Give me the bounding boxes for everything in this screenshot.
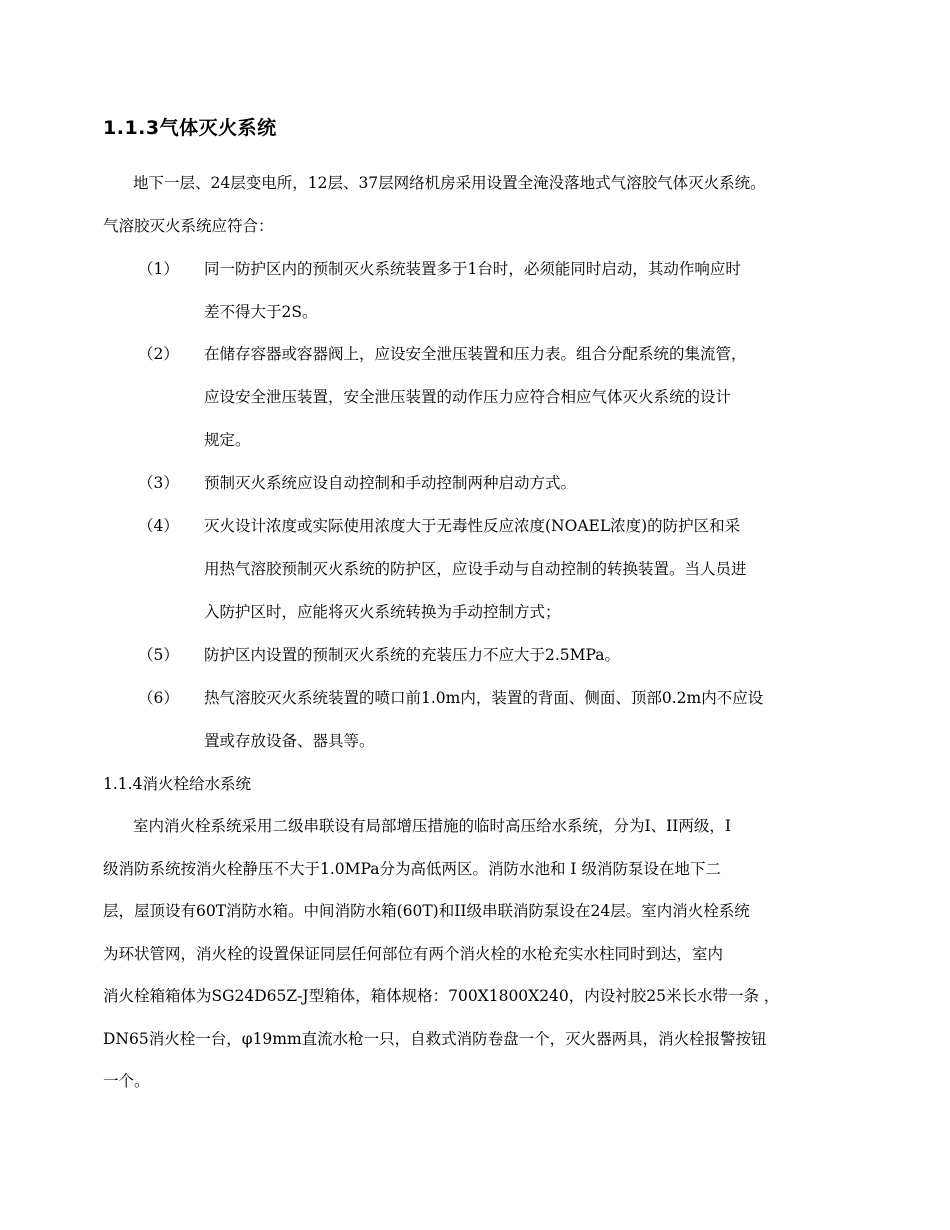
text-line: 差不得大于2S。: [204, 303, 318, 321]
text-line: 在储存容器或容器阀上，应设安全泄压装置和压力表。组合分配系统的集流管，: [204, 345, 747, 363]
subsection-title: 1.1.4消火栓给水系统: [103, 775, 251, 793]
text-line: 预制灭火系统应设自动控制和手动控制两种启动方式。: [204, 474, 577, 492]
body-paragraph: [103, 805, 848, 1103]
item-number: （6）: [138, 689, 179, 707]
text-line: 地下一层、24层变电所，12层、37层网络机房采用设置全淹没落地式气溶胶气体灭火系统。: [133, 174, 766, 192]
text-line: 规定。: [204, 431, 251, 449]
text-line: 一个。: [103, 1072, 150, 1090]
text-line: 层，屋顶设有60T消防水箱。中间消防水箱(60T)和II级串联消防泵设在24层。室内消火栓系统: [103, 902, 750, 920]
item-number: （1）: [138, 260, 179, 278]
item-number: （5）: [138, 646, 179, 664]
text-line: 应设安全泄压装置，安全泄压装置的动作压力应符合相应气体灭火系统的设计: [204, 388, 732, 406]
item-number: （3）: [138, 474, 179, 492]
text-line: 为环状管网，消火栓的设置保证同层任何部位有两个消火栓的水枪充实水柱同时到达，室内: [103, 944, 724, 963]
text-line: 入防护区时，应能将灭火系统转换为手动控制方式；: [204, 603, 561, 621]
text-line: 置或存放设备、器具等。: [204, 732, 375, 750]
intro-paragraph: [103, 162, 848, 248]
text-line: 灭火设计浓度或实际使用浓度大于无毒性反应浓度(NOAEL浓度)的防护区和采: [204, 517, 741, 535]
text-line: 防护区内设置的预制灭火系统的充装压力不应大于2.5MPa。: [204, 646, 620, 664]
text-line: 级消防系统按消火栓静压不大于1.0MPa分为高低两区。消防水池和 I 级消防泵设在地下二: [103, 859, 721, 878]
text-line: 消火栓箱箱体为SG24D65Z-J型箱体，箱体规格：700X1800X240，内设衬胶25米长水带一条 ，: [103, 987, 780, 1005]
text-line: 气溶胶灭火系统应符合：: [103, 217, 274, 235]
text-line: DN65消火栓一台，φ19mm直流水枪一只，自救式消防卷盘一个，灭火器两具，消火栓报警按钮: [103, 1029, 767, 1048]
text-line: 室内消火栓系统采用二级串联设有局部增压措施的临时高压给水系统，分为I、II两级，I: [133, 817, 731, 835]
text-line: 同一防护区内的预制灭火系统装置多于1台时，必须能同时启动，其动作响应时: [204, 260, 741, 278]
item-number: （2）: [138, 345, 179, 363]
item-number: （4）: [138, 517, 179, 535]
section-title: 1.1.3气体灭火系统: [103, 117, 277, 139]
text-line: 用热气溶胶预制灭火系统的防护区，应设手动与自动控制的转换装置。当人员进: [204, 560, 747, 578]
text-line: 热气溶胶灭火系统装置的喷口前1.0m内，装置的背面、侧面、顶部0.2m内不应设: [204, 689, 764, 707]
